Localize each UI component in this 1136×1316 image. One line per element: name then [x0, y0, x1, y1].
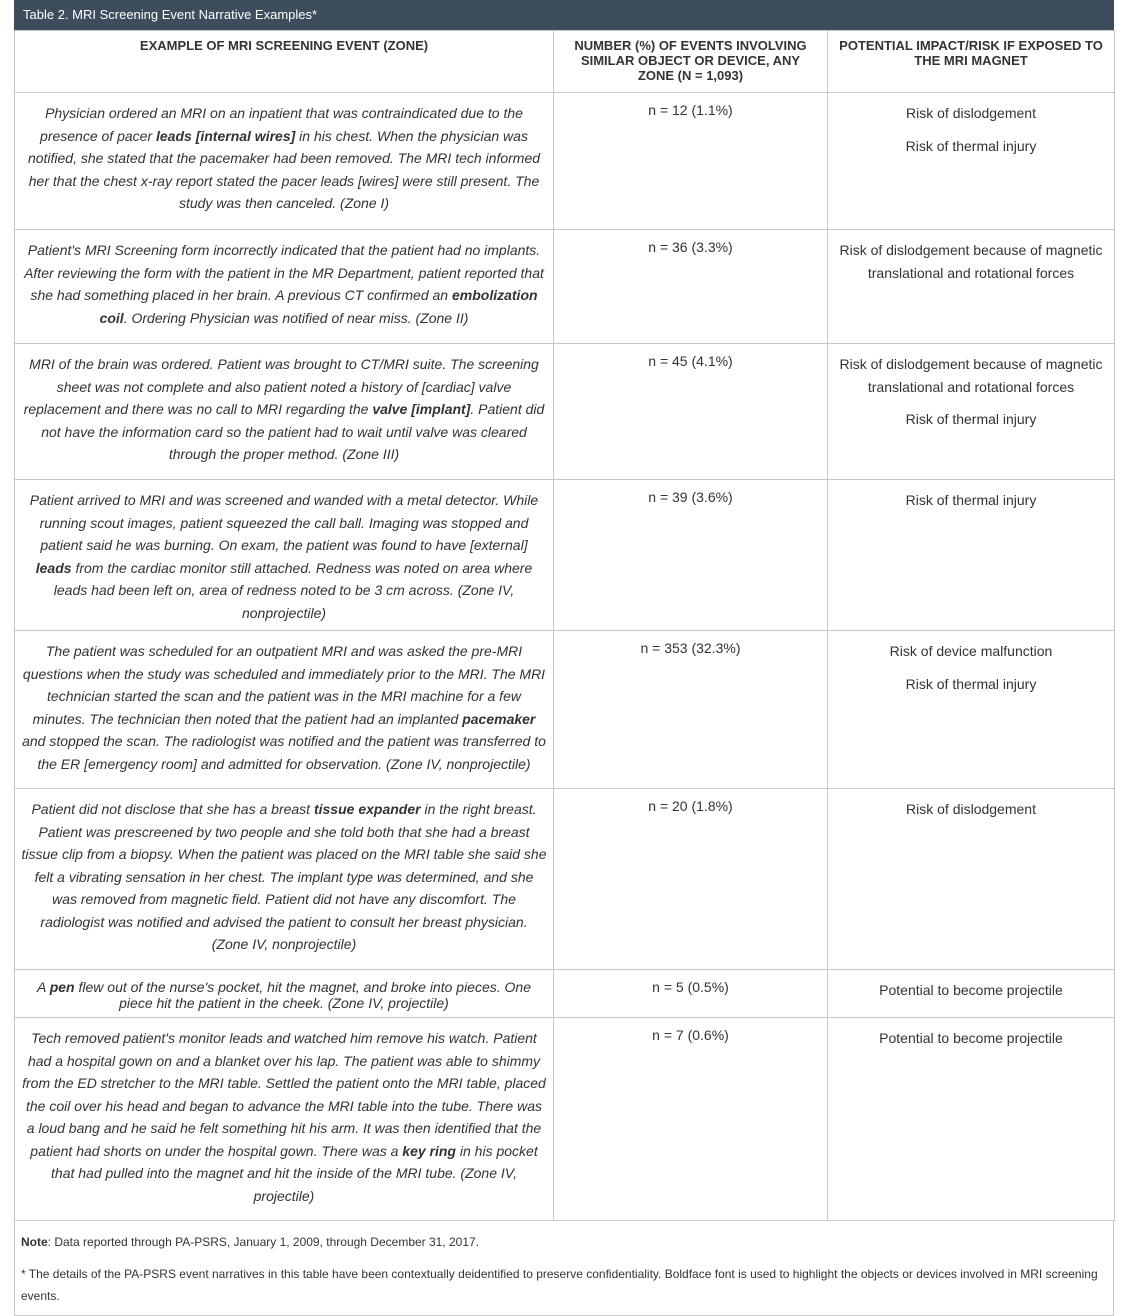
- table-row: [15, 631, 1115, 789]
- event-narrative: [15, 789, 554, 970]
- table-row: [15, 480, 1115, 631]
- narrative-text: in his chest. When the physician was notified, she stated that the pacemaker had been removed. The MRI tech informed her that the chest x-ray report stated the pacer leads [wires] were still present. The study was then canceled. (Zone I): [27, 127, 541, 211]
- highlighted-object: embolization coil: [99, 287, 538, 326]
- event-count: n = 5 (0.5%): [554, 970, 828, 1018]
- highlighted-object: leads: [35, 559, 72, 576]
- narrative-text: Patient arrived to MRI and was screened and wanded with a metal detector. While running scout images, patient squeezed the call ball. Imaging was stopped and patient said he was burning. On exam, the patient was found to have [external]: [29, 492, 539, 553]
- note-label: Note: [21, 1235, 48, 1249]
- event-narrative: [15, 93, 554, 230]
- table-row: [15, 970, 1115, 1018]
- table-row: [15, 230, 1115, 344]
- event-count: n = 353 (32.3%): [554, 631, 828, 789]
- risk-item: Risk of dislodgement because of magnetic translational and rotational forces: [839, 242, 1103, 281]
- risk-item: Risk of thermal injury: [905, 492, 1037, 508]
- table-row: [15, 1018, 1115, 1221]
- table-container: [14, 0, 1114, 1316]
- narrative-text: . Ordering Physician was notified of near miss. (Zone II): [123, 309, 469, 326]
- table-notes: [14, 1221, 1114, 1316]
- header-number: NUMBER (%) OF EVENTS INVOLVING SIMILAR OBJECT OR DEVICE, ANY ZONE (N = 1,093): [554, 31, 828, 93]
- risk-cell: [828, 970, 1115, 1018]
- table-row: [15, 93, 1115, 230]
- risk-item: Potential to become projectile: [879, 982, 1063, 998]
- risk-item: Risk of dislodgement: [906, 801, 1036, 817]
- risk-cell: [828, 1018, 1115, 1221]
- event-count: n = 7 (0.6%): [554, 1018, 828, 1221]
- risk-item: Risk of thermal injury: [905, 137, 1037, 154]
- narrative-text: in the right breast. Patient was prescreened by two people and she told both that she had a breast tissue clip from a biopsy. When the patient was placed on the MRI table she said she felt a vibrating sensation in her chest. The implant type was determined, and she was removed from magnetic field. Patient did not have any discomfort. The radiologist was notified and advised the patient to consult her breast physician. (Zone IV, nonprojectile): [21, 801, 547, 952]
- event-count: n = 12 (1.1%): [554, 93, 828, 230]
- table-row: [15, 789, 1115, 970]
- event-count: n = 36 (3.3%): [554, 230, 828, 344]
- risk-item: Risk of thermal injury: [905, 675, 1037, 692]
- risk-item: Risk of dislodgement because of magnetic translational and rotational forces: [839, 356, 1103, 395]
- note: [21, 1231, 1107, 1253]
- risk-cell: [828, 789, 1115, 970]
- event-narrative: [15, 344, 554, 480]
- table-row: [15, 344, 1115, 480]
- narrative-text: Patient's MRI Screening form incorrectly indicated that the patient had no implants. After reviewing the form with the patient in the MR Department, patient reported that she had something placed in her brain. A previous CT confirmed an: [24, 242, 544, 303]
- table-title: Table 2. MRI Screening Event Narrative Examples*: [14, 0, 1114, 30]
- table-body: [15, 93, 1115, 1221]
- highlighted-object: tissue expander: [313, 801, 421, 817]
- header-risk: POTENTIAL IMPACT/RISK IF EXPOSED TO THE MRI MAGNET: [828, 31, 1115, 93]
- footnote: * The details of the PA-PSRS event narratives in this table have been contextually deidentified to preserve confidentiality. Boldface font is used to highlight the objects or devices involved in MRI screening events.: [21, 1267, 1098, 1303]
- highlighted-object: leads [internal wires]: [156, 127, 296, 144]
- risk-item: Risk of device malfunction: [889, 643, 1053, 659]
- header-row: [15, 31, 1115, 93]
- narrative-text: and stopped the scan. The radiologist was notified and the patient was transferred to the ER [emergency room] and admitted for observation. (Zone IV, nonprojectile): [22, 733, 546, 772]
- event-narrative: [15, 970, 554, 1018]
- event-count: n = 45 (4.1%): [554, 344, 828, 480]
- event-narrative: [15, 631, 554, 789]
- narrative-text: flew out of the nurse's pocket, hit the magnet, and broke into pieces. One piece hit the patient in the cheek. (Zone IV, projectile): [74, 979, 531, 1011]
- narrative-text: The patient was scheduled for an outpatient MRI and was asked the pre-MRI questions when the study was scheduled and immediately prior to the MRI. The MRI technician started the scan and the patient was in the MRI machine for a few minutes. The technician then noted that the patient had an implanted: [22, 643, 546, 727]
- event-count: n = 39 (3.6%): [554, 480, 828, 631]
- risk-cell: [828, 631, 1115, 789]
- narrative-text: MRI of the brain was ordered. Patient was brought to CT/MRI suite. The screening sheet was not complete and also patient noted a history of [cardiac] valve replacement and there was no call to MRI regarding the: [23, 356, 539, 417]
- note-text: : Data reported through PA-PSRS, January 1, 2009, through December 31, 2017.: [47, 1235, 480, 1249]
- narrative-text: . Patient did not have the information card so the patient had to wait until valve was cleared through the proper method. (Zone III): [41, 401, 545, 462]
- mri-events-table: [14, 30, 1115, 1221]
- narrative-text: Physician ordered an MRI on an inpatient that was contraindicated due to the presence of pacer: [40, 105, 523, 144]
- event-narrative: [15, 230, 554, 344]
- highlighted-object: pen: [49, 979, 75, 995]
- event-narrative: [15, 1018, 554, 1221]
- narrative-text: Tech removed patient's monitor leads and watched him remove his watch. Patient had a hospital gown on and a blanket over his lap. The patient was able to shimmy from the ED stretcher to the MRI table. Settled the patient onto the MRI table, placed the coil over his head and began to advance the MRI table into the tube. There was a loud bang and he said he felt something hit his arm. It was then identified that the patient had shorts on under the hospital gown. There was a: [22, 1030, 546, 1159]
- highlighted-object: valve [implant]: [372, 401, 471, 417]
- header-example: EXAMPLE OF MRI SCREENING EVENT (ZONE): [15, 31, 554, 93]
- narrative-text: from the cardiac monitor still attached. Redness was noted on area where leads had been left on, area of redness noted to be 3 cm across. (Zone IV, nonprojectile): [53, 559, 533, 621]
- event-count: n = 20 (1.8%): [554, 789, 828, 970]
- highlighted-object: pacemaker: [462, 710, 536, 727]
- risk-item: Risk of thermal injury: [905, 411, 1037, 427]
- event-narrative: [15, 480, 554, 631]
- narrative-text: Patient did not disclose that she has a breast: [31, 801, 314, 817]
- risk-item: Risk of dislodgement: [906, 105, 1036, 121]
- risk-cell: [828, 344, 1115, 480]
- highlighted-object: key ring: [402, 1142, 456, 1159]
- risk-item: Potential to become projectile: [879, 1030, 1063, 1046]
- risk-cell: [828, 230, 1115, 344]
- narrative-text: in his pocket that had pulled into the magnet and hit the inside of the MRI tube. (Zone IV, projectile): [51, 1142, 538, 1204]
- risk-cell: [828, 480, 1115, 631]
- risk-cell: [828, 93, 1115, 230]
- narrative-text: A: [37, 979, 50, 995]
